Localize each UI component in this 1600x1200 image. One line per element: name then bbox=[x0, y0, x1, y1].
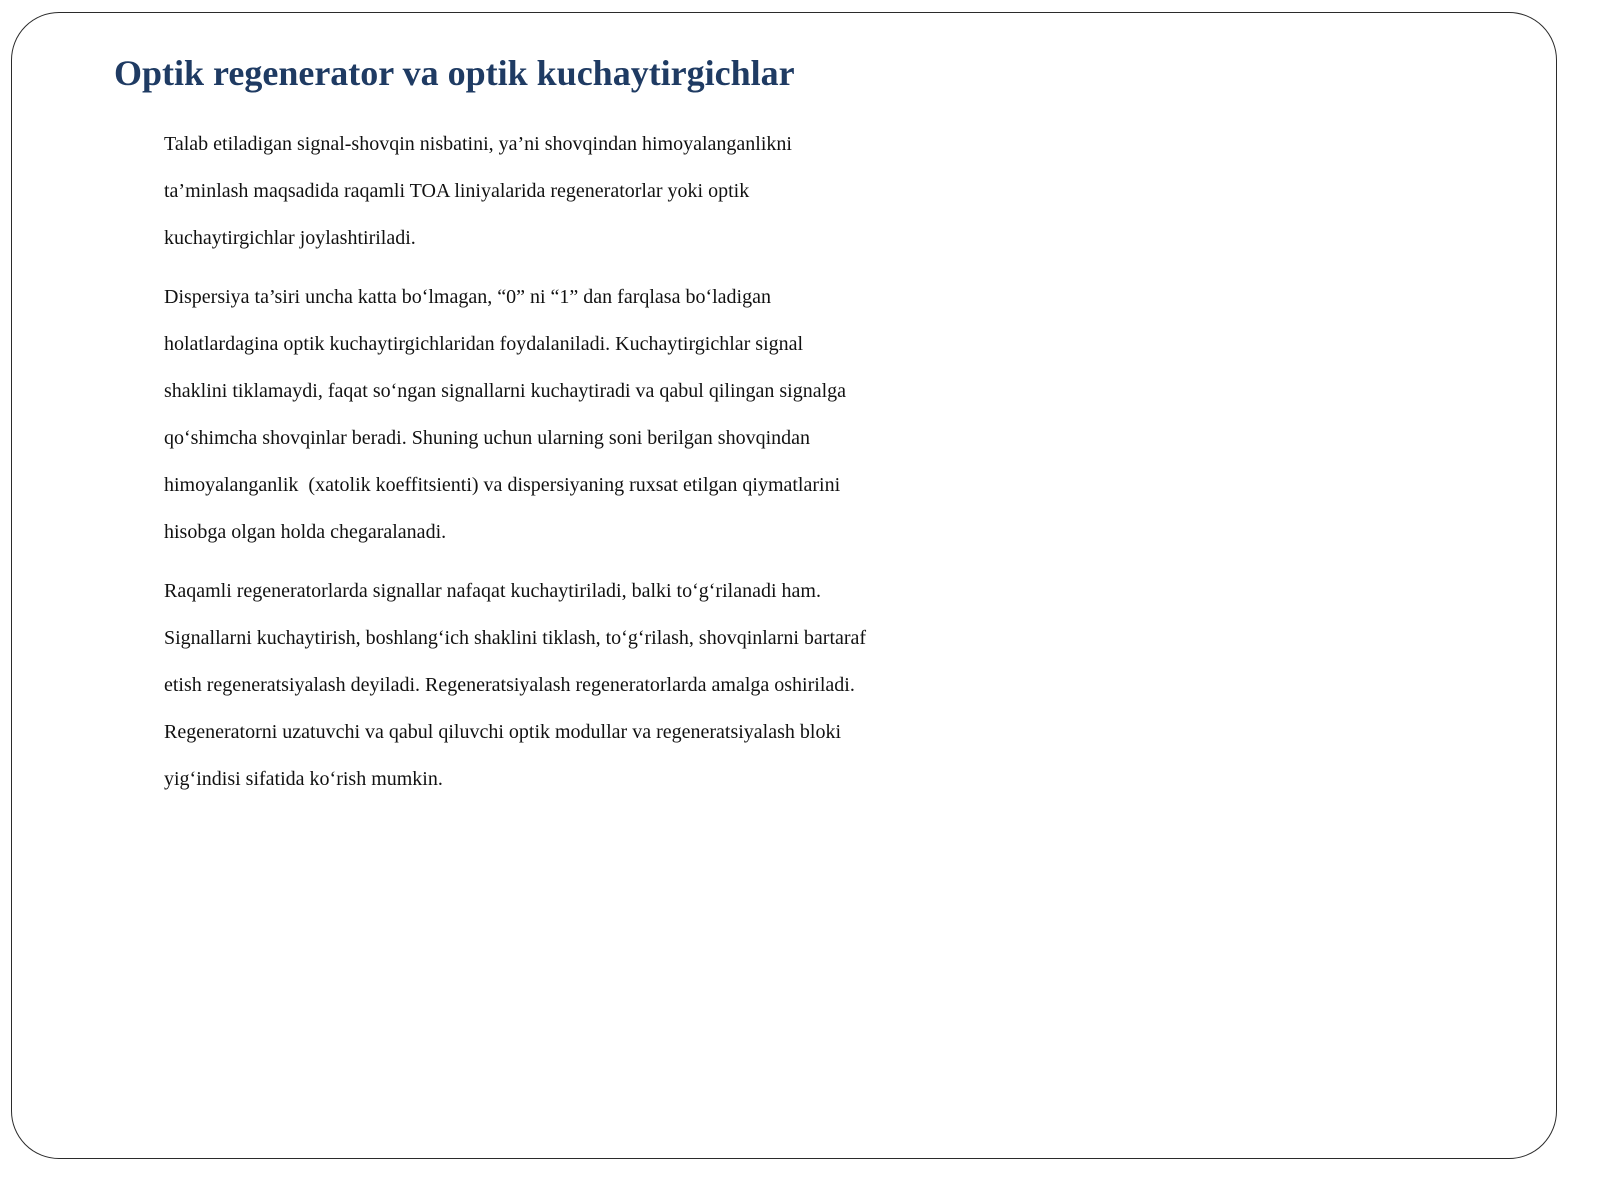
slide-body bbox=[102, 121, 1492, 815]
paragraph-1 bbox=[102, 121, 1492, 262]
paragraph-3 bbox=[102, 568, 1492, 803]
paragraph-line: etish regeneratsiyalash deyiladi. Regeneratsiyalash regeneratorlarda amalga oshiriladi. bbox=[164, 674, 855, 696]
paragraph-line: qo‘shimcha shovqinlar beradi. Shuning uchun ularning soni berilgan shovqindan bbox=[164, 427, 811, 449]
slide-title: Optik regenerator va optik kuchaytirgichlar bbox=[114, 53, 795, 93]
paragraph-line: yig‘indisi sifatida ko‘rish mumkin. bbox=[164, 768, 443, 790]
paragraph-line: ta’minlash maqsadida raqamli TOA liniyalarida regeneratorlar yoki optik bbox=[164, 180, 750, 202]
paragraph-line: Talab etiladigan signal-shovqin nisbatini, ya’ni shovqindan himoyalanganlikni bbox=[164, 133, 792, 155]
paragraph-line: Dispersiya ta’siri uncha katta bo‘lmagan, “0” ni “1” dan farqlasa bo‘ladigan bbox=[164, 286, 771, 308]
paragraph-line: Raqamli regeneratorlarda signallar nafaqat kuchaytiriladi, balki to‘g‘rilanadi ham. bbox=[164, 580, 821, 602]
paragraph-line: Regeneratorni uzatuvchi va qabul qiluvchi optik modullar va regeneratsiyalash bloki bbox=[164, 721, 842, 743]
paragraph-2 bbox=[102, 274, 1492, 556]
paragraph-line: holatlardagina optik kuchaytirgichlaridan foydalaniladi. Kuchaytirgichlar signal bbox=[164, 333, 804, 355]
paragraph-line: shaklini tiklamaydi, faqat so‘ngan signallarni kuchaytiradi va qabul qilingan signalga bbox=[164, 380, 847, 402]
paragraph-line: kuchaytirgichlar joylashtiriladi. bbox=[164, 227, 416, 249]
paragraph-line: Signallarni kuchaytirish, boshlang‘ich shaklini tiklash, to‘g‘rilash, shovqinlarni bartaraf bbox=[164, 627, 867, 649]
paragraph-line: himoyalanganlik (xatolik koeffitsienti) va dispersiyaning ruxsat etilgan qiymatlarini bbox=[164, 474, 841, 496]
paragraph-line: hisobga olgan holda chegaralanadi. bbox=[164, 521, 447, 543]
